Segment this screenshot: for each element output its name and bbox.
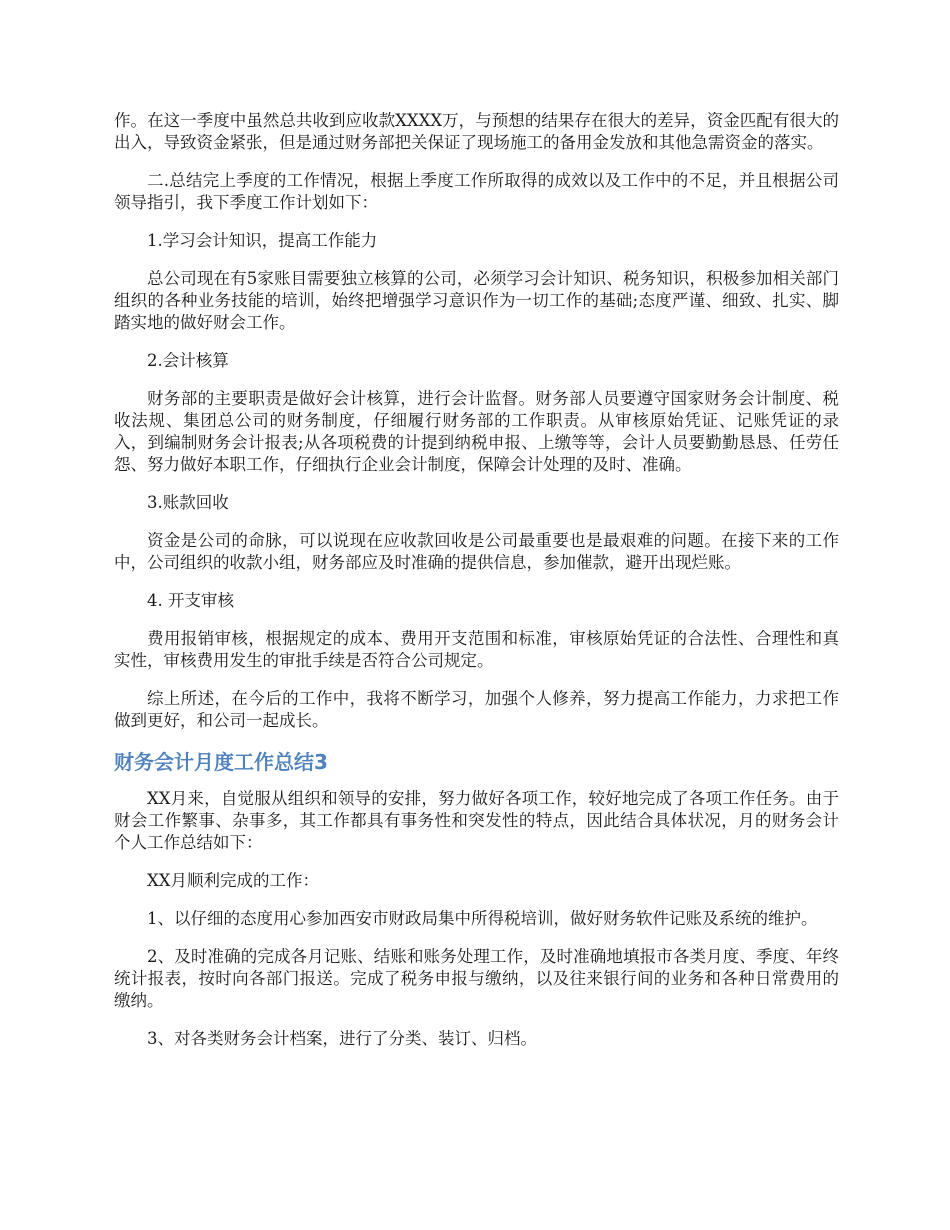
subheading-learning: 1.学习会计知识，提高工作能力 — [147, 231, 378, 250]
subheading-expense-review: 4. 开支审核 — [147, 591, 234, 610]
subheading-accounting: 2.会计核算 — [147, 351, 229, 370]
paragraph-continuation: 作。在这一季度中虽然总共收到应收款XXXX万，与预想的结果存在很大的差异，资金匹配有很大的出入，导致资金紧张，但是通过财务部把关保证了现场施工的备用金发放和其他急需资金的落实。 — [114, 111, 839, 152]
paragraph-collection: 资金是公司的命脉，可以说现在应收款回收是公司最重要也是最艰难的问题。在接下来的工作中，公司组织的收款小组，财务部应及时准确的提供信息，参加催款，避开出现烂账。 — [114, 531, 839, 572]
section-heading: 财务会计月度工作总结3 — [114, 750, 328, 774]
paragraph-learning: 总公司现在有5家账目需要独立核算的公司，必须学习会计知识、税务知识，积极参加相关部门组织的各种业务技能的培训，始终把增强学习意识作为一切工作的基础;态度严谨、细致、扎实、脚踏实地的做好财会工作。 — [114, 269, 839, 332]
document-body — [114, 110, 839, 1066]
paragraph-section-two-intro: 二.总结完上季度的工作情况，根据上季度工作所取得的成效以及工作中的不足，并且根据公司领导指引，我下季度工作计划如下： — [114, 171, 839, 212]
list-item-2: 2、及时准确的完成各月记账、结账和账务处理工作，及时准确地填报市各类月度、季度、年终统计报表，按时向各部门报送。完成了税务申报与缴纳，以及往来银行间的业务和各种日常费用的缴纳。 — [114, 947, 839, 1010]
paragraph-monthly-intro: XX月来，自觉服从组织和领导的安排，努力做好各项工作，较好地完成了各项工作任务。由于财会工作繁事、杂事多，其工作都具有事务性和突发性的特点，因此结合具体状况，月的财务会计个人工作总结如下： — [114, 789, 839, 852]
paragraph-expense-review: 费用报销审核，根据规定的成本、费用开支范围和标准，审核原始凭证的合法性、合理性和真实性，审核费用发生的审批手续是否符合公司规定。 — [114, 629, 839, 670]
paragraph-completed-work-label: XX月顺利完成的工作： — [147, 871, 319, 890]
paragraph-accounting: 财务部的主要职责是做好会计核算，进行会计监督。财务部人员要遵守国家财务会计制度、税收法规、集团总公司的财务制度，仔细履行财务部的工作职责。从审核原始凭证、记账凭证的录入，到编制财务会计报表;从各项税费的计提到纳税申报、上缴等等，会计人员要勤勤恳恳、任劳任怨、努力做好本职工作，仔细执行企业会计制度，保障会计处理的及时、准确。 — [114, 389, 839, 474]
subheading-collection: 3.账款回收 — [147, 493, 229, 512]
list-item-1: 1、以仔细的态度用心参加西安市财政局集中所得税培训，做好财务软件记账及系统的维护。 — [147, 909, 818, 928]
paragraph-conclusion: 综上所述，在今后的工作中，我将不断学习，加强个人修养，努力提高工作能力，力求把工作做到更好，和公司一起成长。 — [114, 689, 839, 730]
list-item-3: 3、对各类财务会计档案，进行了分类、装订、归档。 — [147, 1029, 537, 1048]
